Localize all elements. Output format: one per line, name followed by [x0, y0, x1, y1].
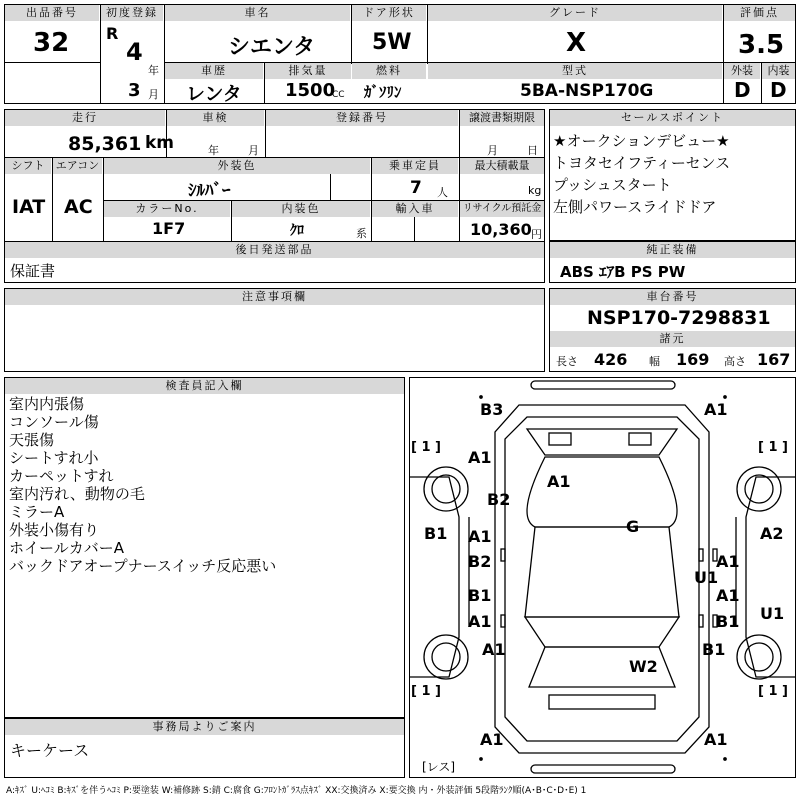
cc-unit: CC [332, 90, 345, 100]
car-outline-diagram [409, 377, 796, 778]
bracket-bottom-left: [ 1 ] [411, 684, 441, 699]
fuel: ｶﾞｿﾘﾝ [364, 83, 402, 101]
later-label: 後日発送部品 [5, 242, 544, 258]
damage-mark: B3 [480, 400, 504, 419]
shift-label: シフト [5, 158, 51, 174]
damage-mark: A1 [468, 448, 492, 467]
damage-mark: B2 [487, 490, 511, 509]
ext-label: 外装 [724, 63, 760, 79]
width-label: 幅 [649, 355, 660, 368]
km-unit: km [145, 133, 175, 153]
capacity: 7 [410, 178, 422, 198]
damage-mark: A2 [760, 524, 784, 543]
damage-mark: A1 [716, 586, 740, 605]
grade: X [566, 28, 587, 58]
inspection-label: 車検 [167, 110, 264, 126]
damage-mark: A1 [547, 472, 571, 491]
equipment-label: 純正装備 [550, 242, 795, 258]
inspector-item: 外装小傷有り [9, 521, 100, 539]
length: 426 [594, 350, 628, 369]
sales-label: セールスポイント [550, 110, 795, 126]
regno-label: 登録番号 [266, 110, 458, 126]
inspector-item: カーペットすれ [9, 467, 114, 485]
month: 3 [128, 80, 141, 101]
load-label: 最大積載量 [460, 158, 544, 174]
recycle: 10,360 [470, 220, 532, 239]
damage-mark: B1 [424, 524, 448, 543]
damage-mark: A1 [704, 400, 728, 419]
insp-month-unit: 月 [248, 144, 259, 157]
height-label: 高さ [724, 355, 746, 368]
sales-list [553, 130, 730, 218]
recycle-label: リサイクル預託金 [460, 201, 544, 217]
mileage: 85,361 [68, 133, 142, 155]
inspector-item: 室内汚れ、動物の毛 [9, 485, 145, 503]
score-label: 評価点 [724, 5, 795, 21]
intcolor: ｸﾛ [290, 223, 304, 239]
int-score: D [770, 78, 787, 102]
grade-label: グレード [428, 5, 722, 21]
bracket-top-left: [ 1 ] [411, 440, 441, 455]
damage-mark: B1 [702, 640, 726, 659]
equipment: ABS ｴｱB PS PW [560, 263, 686, 281]
length-label: 長さ [556, 355, 578, 368]
sales-item: 左側パワースライドドア [553, 198, 717, 216]
capacity-label: 乗車定員 [372, 158, 458, 174]
ext-score: D [734, 78, 751, 102]
door-type: 5W [372, 30, 412, 55]
damage-mark: B2 [468, 552, 492, 571]
history: レンタ [186, 83, 242, 105]
damage-mark: A1 [468, 527, 492, 546]
fuel-label: 燃料 [352, 63, 426, 79]
bracket-top-right: [ 1 ] [758, 440, 788, 455]
width: 169 [676, 350, 710, 369]
damage-mark: G [626, 517, 640, 536]
year: 4 [126, 38, 143, 66]
int-label: 内装 [762, 63, 795, 79]
door-label: ドア形状 [352, 5, 426, 21]
inspector-item: コンソール傷 [9, 413, 99, 431]
damage-mark: U1 [694, 568, 719, 587]
lot-label: 出品番号 [5, 5, 99, 21]
car-name: シエンタ [228, 35, 316, 60]
legend-footer: A:ｷｽﾞ U:ﾍｺﾐ B:ｷｽﾞを伴うﾍｺﾐ P:要塗装 W:補修跡 S:錆 C:腐食 G:ﾌﾛﾝﾄｶﾞﾗｽ点ｷｽﾞ XX:交換済み X:要交換 内・外装評価 5段階ﾗﾝｸ順(A･B･C･D･E) 1 [6, 786, 587, 796]
office-text: キーケース [10, 741, 90, 760]
sales-item: トヨタセイフティーセンス [553, 154, 731, 172]
ac-label: エアコン [53, 158, 102, 174]
dims-label: 諸元 [550, 331, 795, 347]
damage-mark: U1 [760, 604, 785, 623]
inspector-label: 検査員記入欄 [5, 378, 404, 394]
damage-mark: B1 [468, 586, 492, 605]
sales-item: プッシュスタート [553, 176, 672, 194]
ac: AC [64, 196, 93, 218]
sales-item: ★オークションデビュー★ [553, 132, 730, 150]
year-unit: 年 [148, 64, 159, 77]
yen-unit: 円 [531, 228, 542, 241]
damage-mark: A1 [482, 640, 506, 659]
damage-mark: A1 [716, 552, 740, 571]
chassis-label: 車台番号 [550, 289, 795, 305]
import-label: 輸入車 [372, 201, 458, 217]
colorno-label: カラーNo. [104, 201, 230, 217]
era: R [106, 24, 119, 43]
resu-mark: [レス] [422, 760, 456, 774]
transfer-month-unit: 月 [487, 144, 498, 157]
model-label: 型式 [428, 63, 722, 79]
office-label: 事務局よりご案内 [5, 719, 404, 735]
inspector-item: シートすれ小 [9, 449, 99, 467]
mileage-label: 走行 [5, 110, 165, 126]
inspector-list [9, 395, 276, 575]
color: ｼﾙﾊﾞｰ [188, 181, 231, 201]
intcolor-label: 内装色 [232, 201, 370, 217]
height: 167 [757, 350, 791, 369]
inspector-item: 天張傷 [9, 431, 55, 449]
kei-unit: 系 [356, 227, 367, 240]
inspector-item: 室内内張傷 [9, 395, 85, 413]
color-label: 外装色 [104, 158, 370, 174]
colorno: 1F7 [152, 219, 186, 238]
first-reg-label: 初度登録 [101, 5, 163, 21]
inspector-item: ホイールカバーA [9, 539, 124, 557]
lot-number: 32 [33, 28, 70, 58]
inspector-item: ミラーA [9, 503, 65, 521]
notes-label: 注意事項欄 [5, 289, 544, 305]
model: 5BA-NSP170G [520, 81, 654, 101]
transfer-day-unit: 日 [527, 144, 538, 157]
damage-mark: B1 [716, 612, 740, 631]
kg-unit: kg [528, 184, 542, 197]
later-parts: 保証書 [10, 262, 56, 280]
person-unit: 人 [437, 186, 448, 199]
inspector-item: バックドアオープナースイッチ反応悪い [9, 557, 277, 575]
damage-mark: A1 [480, 730, 504, 749]
shift: IAT [12, 196, 46, 218]
displacement: 1500 [285, 80, 336, 101]
history-label: 車歴 [165, 63, 263, 79]
score: 3.5 [738, 30, 785, 60]
transfer-label: 譲渡書類期限 [460, 110, 544, 126]
bracket-bottom-right: [ 1 ] [758, 684, 788, 699]
chassis-number: NSP170-7298831 [587, 307, 771, 329]
displacement-label: 排気量 [265, 63, 351, 79]
month-unit: 月 [148, 88, 159, 101]
damage-mark: A1 [468, 612, 492, 631]
car-name-label: 車名 [165, 5, 350, 21]
damage-mark: A1 [704, 730, 728, 749]
damage-mark: W2 [629, 657, 658, 676]
insp-year-unit: 年 [208, 144, 219, 157]
